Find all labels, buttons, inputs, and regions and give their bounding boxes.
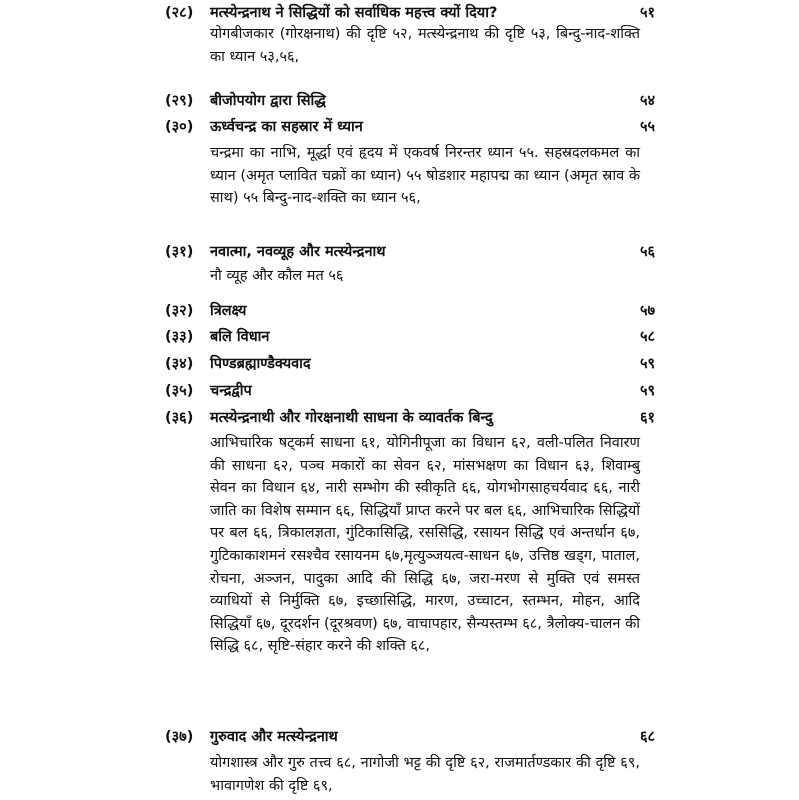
entry-subtopics: आभिचारिक षट्कर्म साधना ६१, योगिनीपूजा का विधान ६२, वली-पलित निवारण की साधना ६२, पञ्च मकारों का सेवन ६२, मांसभक्षण का विधान ६३, शिवाम्बु सेवन का विधान ६४, नारी सम्भोग की स्वीकृति ६६, योगभोगसाहचर्यवाद ६६, नारी जाति का विशेष सम्मान ६६, सिद्धियाँ प्राप्त करने पर बल ६६, आभिचारिक सिद्धियों पर बल ६६, त्रिकालज्ञता, गुंटिकासिद्धि, रससिद्धि, रसायन सिद्धि एवं अन्तर्धान ६७, गुटिकाकाशमनं रसश्चैव रसायनम ६७,मृत्युञ्जयत्व-साधन ६७, उत्तिष्ठ खड्ग, पाताल, रोचना, अञ्जन, पादुका आदि की सिद्धि ६७, जरा-मरण से मुक्ति एवं समस्त व्याधियों से निर्मुक्ति ६७, इच्छासिद्धि, मारण, उच्चाटन, स्तम्भन, मोहन, आदि सिद्धियाँ ६७, दूरदर्शन (दूरश्रवण) ६७, वाचापहार, सैन्यस्तम्भ ६८, त्रैलोक्य-चालन की सिद्धि ६८, सृष्टि-संहार करने की शक्ति ६८,	[210, 435, 640, 655]
entry-number: (२८)	[165, 5, 194, 21]
entry-subtopics: योगबीजकार (गोरक्षनाथ) की दृष्टि ५२, मत्स्येन्द्रनाथ की दृष्टि ५३, बिन्दु-नाद-शक्ति का ध्यान ५३,५६,	[210, 26, 640, 65]
entry-number: (३४)	[165, 356, 194, 372]
entry-page: ५७	[640, 303, 656, 319]
entry-subtopics: योगशास्त्र और गुरु तत्त्व ६८, नागोजी भट्ट की दृष्टि ६२, राजमार्तण्डकार की दृष्टि ६९, भावागणेश की दृष्टि ६९,	[210, 755, 640, 794]
entry-title: गुरुवाद और मत्स्येन्द्रनाथ	[210, 729, 338, 745]
entry-title: त्रिलक्ष्य	[210, 303, 247, 319]
entry-subtopics: चन्द्रमा का नाभि, मूर्द्धा एवं हृदय में एकवर्ष निरन्तर ध्यान ५५. सहस्रदलकमल का ध्यान (अमृत प्लावित चक्रों का ध्यान) ५५ षोडशार महापद्म का ध्यान (अमृत स्राव के साथ) ५५ बिन्दु-नाद-शक्ति का ध्यान ५६,	[210, 145, 640, 207]
entry-title: नवात्मा, नवव्यूह और मत्स्येन्द्रनाथ	[210, 244, 386, 260]
entry-page: ५९	[640, 383, 656, 399]
entry-title: बलि विधान	[210, 329, 270, 345]
entry-page: ५४	[640, 93, 656, 109]
entry-title: ऊर्ध्वचन्द्र का सहस्रार में ध्यान	[210, 119, 363, 135]
entry-page: ५६	[640, 244, 656, 260]
entry-number: (३०)	[165, 119, 194, 135]
entry-subtopics: नौ व्यूह और कौल मत ५६	[210, 268, 344, 284]
entry-page: ५८	[640, 329, 656, 345]
entry-number: (३१)	[165, 244, 194, 260]
entry-title: मत्स्येन्द्रनाथ ने सिद्धियों को सर्वाधिक महत्त्व क्यों दिया?	[210, 5, 498, 21]
entry-title: चन्द्रद्वीप	[210, 383, 252, 399]
entry-number: (३५)	[165, 383, 194, 399]
entry-page: ५१	[640, 5, 656, 21]
entry-number: (३३)	[165, 329, 194, 345]
entry-title: मत्स्येन्द्रनाथी और गोरक्षनाथी साधना के व्यावर्तक बिन्दु	[210, 410, 493, 426]
entry-number: (२९)	[165, 93, 194, 109]
entry-number: (३७)	[165, 729, 194, 745]
entry-page: ६८	[640, 729, 656, 745]
entry-title: बीजोपयोग द्वारा सिद्धि	[210, 93, 326, 109]
entry-page: ५९	[640, 356, 656, 372]
entry-page: ६१	[640, 410, 656, 426]
entry-number: (३२)	[165, 303, 194, 319]
entry-number: (३६)	[165, 410, 194, 426]
entry-page: ५५	[640, 119, 656, 135]
entry-title: पिण्डब्रह्माण्डैक्यवाद	[210, 356, 311, 372]
